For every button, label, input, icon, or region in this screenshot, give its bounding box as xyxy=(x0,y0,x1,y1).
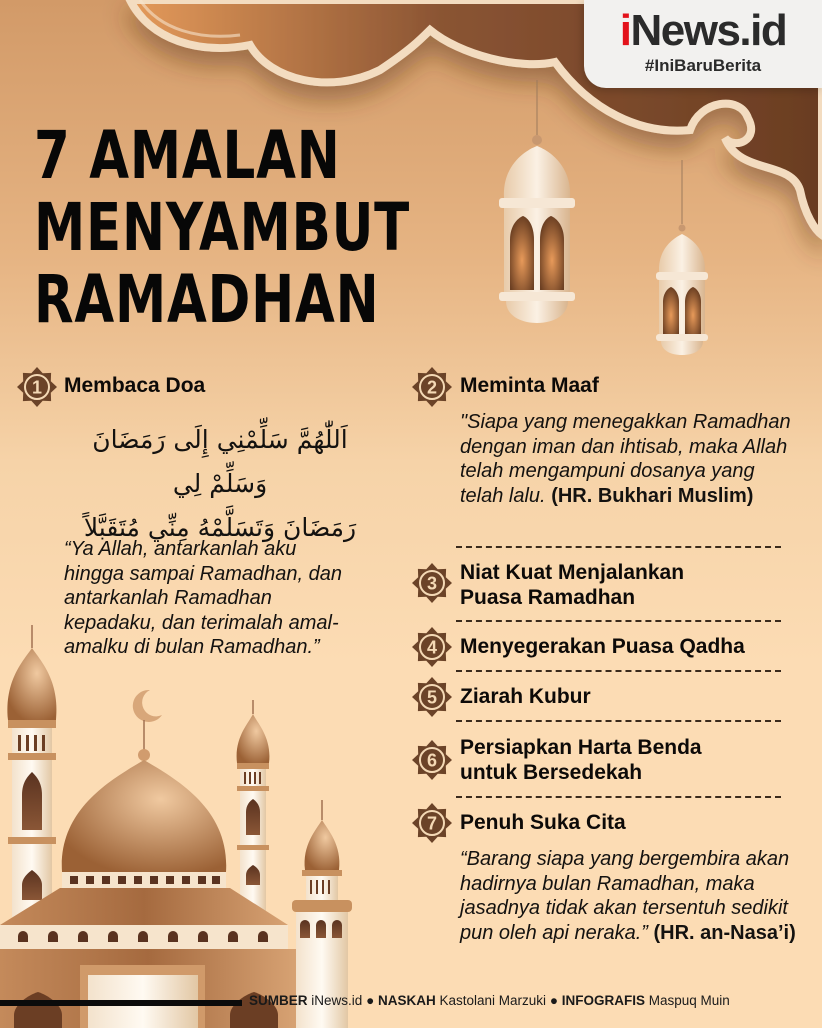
item-1-title: Membaca Doa xyxy=(64,374,206,397)
page-title: 7 AMALAN MENYAMBUT RAMADHAN xyxy=(34,117,411,338)
number-badge-5 xyxy=(412,677,452,717)
number-badge-3 xyxy=(412,563,452,603)
item-7-title: Penuh Suka Cita xyxy=(460,811,626,834)
svg-text:3: 3 xyxy=(426,573,438,594)
logo-tagline: #IniBaruBerita xyxy=(644,56,762,75)
divider xyxy=(456,546,781,548)
item-7-quote: “Barang siapa yang bergembira akan hadirnya bulan Ramadhan, maka jasadnya tidak akan tersentuh sedikit pun oleh api neraka.” (HR. an-Nasa’i) xyxy=(460,848,796,944)
footer-rule xyxy=(0,1000,242,1006)
lantern-small-icon xyxy=(654,160,710,355)
divider xyxy=(456,796,781,798)
number-badge-7 xyxy=(412,803,452,843)
item-7-source: (HR. an-Nasa’i) xyxy=(653,921,796,944)
divider xyxy=(456,720,781,722)
inews-logo xyxy=(584,0,822,88)
svg-text:7: 7 xyxy=(426,813,438,834)
svg-text:1: 1 xyxy=(31,377,43,398)
number-badge-4 xyxy=(412,627,452,667)
item-1-quote: “Ya Allah, antarkanlah aku hingga sampai Ramadhan, dan antarkanlah Ramadhan kepadaku, dan terimalah amal-amalku di bulan Ramadhan.” xyxy=(64,538,342,658)
arabic-prayer-text: اَللّٰهُمَّ سَلِّمْنِي إِلَى رَمَضَانَ وَسَلِّمْ لِي رَمَضَانَ وَتَسَلَّمْهُ مِنِّي مُتَقَبَّلاً xyxy=(83,425,357,542)
number-badge-6 xyxy=(412,740,452,780)
mosque-illustration xyxy=(0,620,360,1028)
item-5-title: Ziarah Kubur xyxy=(460,685,591,708)
item-2-title: Meminta Maaf xyxy=(460,374,599,397)
lantern-large-icon xyxy=(496,80,578,325)
svg-text:6: 6 xyxy=(426,750,438,771)
number-badge-1 xyxy=(17,367,57,407)
divider xyxy=(456,670,781,672)
footer-credits: SUMBER iNews.id ● NASKAH Kastolani Marzuki ● INFOGRAFIS Maspuq Muin xyxy=(249,993,730,1008)
svg-text:4: 4 xyxy=(426,637,438,658)
item-3-title: Niat Kuat Menjalankan Puasa Ramadhan xyxy=(460,561,685,609)
item-2-source: (HR. Bukhari Muslim) xyxy=(551,484,754,507)
svg-text:5: 5 xyxy=(426,687,438,708)
number-badge-2 xyxy=(412,367,452,407)
item-6-title: Persiapkan Harta Benda untuk Bersedekah xyxy=(460,736,702,784)
item-2-quote: "Siapa yang menegakkan Ramadhan dengan iman dan ihtisab, maka Allah telah mengampuni dosanya yang telah lalu. (HR. Bukhari Muslim) xyxy=(460,411,791,507)
item-4-title: Menyegerakan Puasa Qadha xyxy=(460,635,745,658)
divider xyxy=(456,620,781,622)
logo-wordmark: iNews.id xyxy=(619,6,787,55)
svg-text:2: 2 xyxy=(426,377,438,398)
